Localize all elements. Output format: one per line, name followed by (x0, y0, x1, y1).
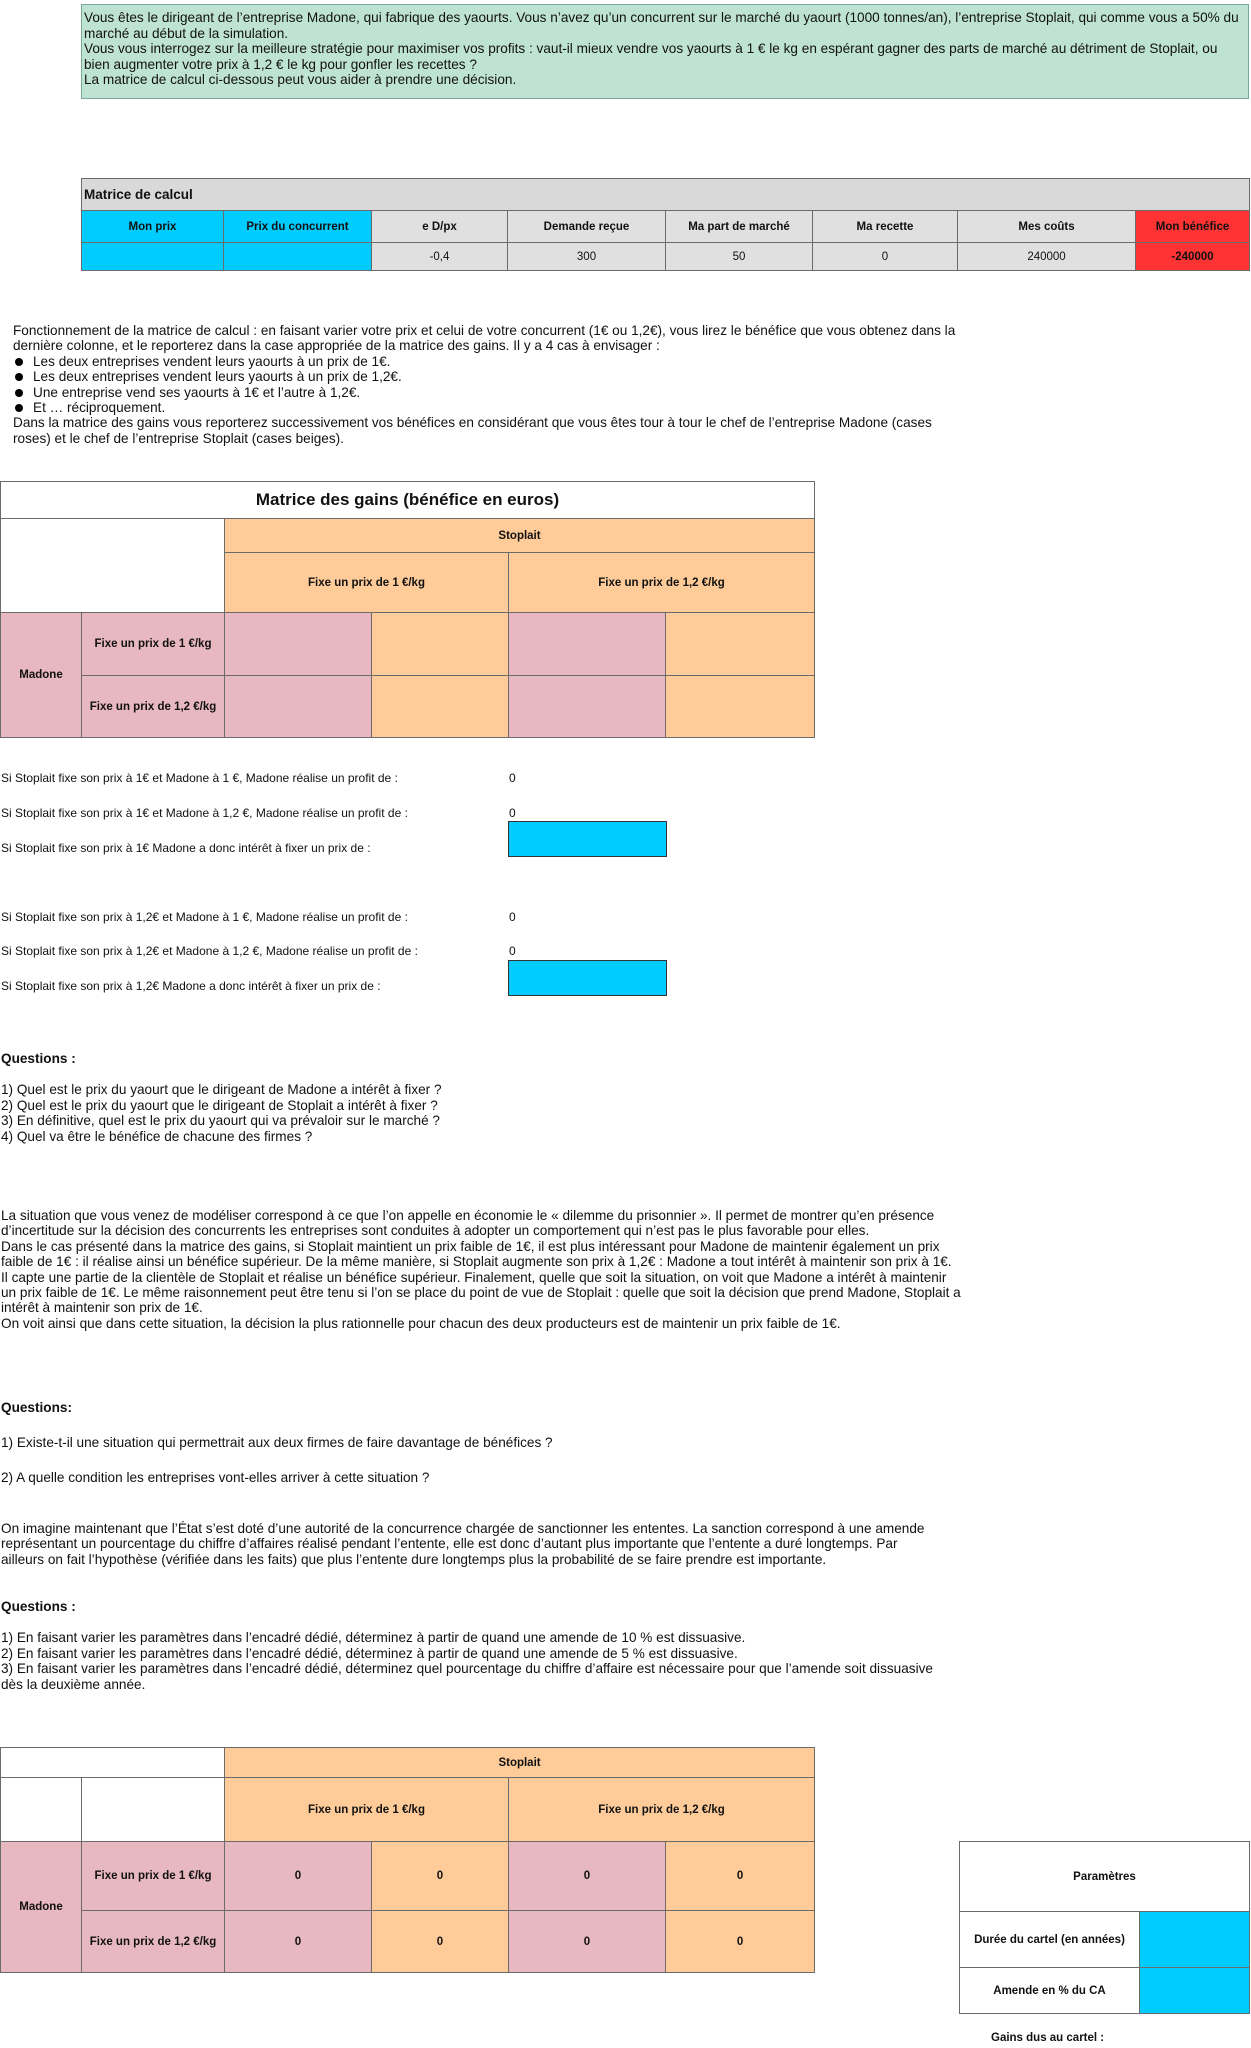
prix-concurrent-input[interactable] (224, 243, 372, 271)
dilemma-paragraph: Dans le cas présenté dans la matrice des gains, si Stoplait maintient un prix faible de 1€, il est plus intéressant pour Madone de maintenir également un prix faible de 1€ : il réalise ainsi un bénéfice supérieur. De la même manière, si Stoplait augmente son prix à 1,2€ : Madone a tout intérêt à maintenir son prix à 1€. Il capte une partie de la clientèle de Stoplait et réalise un bénéfice supérieur. Finalement, quelle que soit la situation, on voit que Madone a intérêt à maintenir un prix faible de 1€. Le même raisonnement peut être tenu si l’on se place du point de vue de Stoplait : quelle que soit la décision que prend Madone, Stoplait a intérêt à maintenir son prix de 1€. (1, 1238, 961, 1316)
explain-bullet: Et … réciproquement. (13, 400, 963, 415)
gains-madone-label: Madone (1, 613, 82, 738)
questions-3-block (1, 1599, 941, 1692)
scenario-6-answer-input[interactable] (508, 960, 667, 996)
question-item: 3) En faisant varier les paramètres dans l’encadré dédié, déterminez quel pourcentage du chiffre d’affaire est nécessaire pour que l’amende soit dissuasive dès la deuxième année. (1, 1661, 933, 1692)
gains2-cell: 0 (666, 1842, 815, 1911)
explain-bullet: Les deux entreprises vendent leurs yaourts à un prix de 1,2€. (13, 369, 963, 384)
scenario-1-value: 0 (509, 771, 516, 785)
dilemma-paragraph: On voit ainsi que dans cette situation, la décision la plus rationnelle pour chacun des deux producteurs est de maintenir un prix faible de 1€. (1, 1315, 841, 1331)
gains2-row-1: Fixe un prix de 1 €/kg (82, 1842, 225, 1911)
calc-value-part-marche: 50 (666, 243, 813, 271)
scenario-4-value: 0 (509, 910, 516, 924)
gains-cell-stoplait[interactable] (666, 676, 815, 738)
scenario-3-answer-input[interactable] (508, 821, 667, 857)
intro-line: Vous êtes le dirigeant de l’entreprise Madone, qui fabrique des yaourts. Vous n’avez qu’un concurrent sur le marché du yaourt (1000 tonnes/an), l’entreprise Stoplait, qui comme vous a 50% du marché au début de la simulation. (84, 10, 1239, 41)
dilemma-paragraph: La situation que vous venez de modéliser correspond à ce que l’on appelle en économie le « dilemme du prisonnier ». Il permet de montrer qu’en présence d’incertitude sur la décision des concurrents les entreprises sont conduites à adopter un comportement qui n’est pas le plus favorable pour elles. (1, 1208, 935, 1239)
calc-value-demande: 300 (508, 243, 666, 271)
question-item: 1) En faisant varier les paramètres dans l’encadré dédié, déterminez à partir de quand une amende de 10 % est dissuasive. (1, 1630, 746, 1646)
questions-1-title: Questions : (1, 1051, 76, 1066)
gains-row-1: Fixe un prix de 1 €/kg (82, 613, 225, 676)
scenario-4-text: Si Stoplait fixe son prix à 1,2€ et Madone à 1 €, Madone réalise un profit de : (1, 910, 408, 924)
question-item: 1) Existe-t-il une situation qui permettrait aux deux firmes de faire davantage de bénéfices ? (1, 1435, 553, 1450)
params-box (959, 1841, 1250, 2014)
question-item: 2) En faisant varier les paramètres dans l’encadré dédié, déterminez à partir de quand une amende de 5 % est dissuasive. (1, 1645, 738, 1661)
calc-title: Matrice de calcul (82, 179, 1250, 211)
intro-line: Vous vous interrogez sur la meilleure stratégie pour maximiser vos profits : vaut-il mieux vendre vos yaourts à 1 € le kg en espérant gagner des parts de marché au détriment de Stoplait, ou bien augmenter votre prix à 1,2 € le kg pour gonfler les recettes ? (84, 41, 1218, 72)
gains2-corner-right (82, 1778, 225, 1842)
gains2-cell: 0 (372, 1911, 509, 1973)
authority-paragraph: On imagine maintenant que l’État s’est doté d’une autorité de la concurrence chargée de sanctionner les ententes. La sanction correspond à une amende représentant un pourcentage du chiffre d’affaires réalisé pendant l’entente, elle est donc d’autant plus importante que l’entente a duré longtemps. Par ailleurs on fait l’hypothèse (vérifiée dans les faits) que plus l’entente dure longtemps plus la probabilité de se faire prendre est importante. (1, 1521, 925, 1567)
mon-prix-input[interactable] (82, 243, 224, 271)
calc-value-recette: 0 (813, 243, 958, 271)
question-item: 2) A quelle condition les entreprises vont-elles arriver à cette situation ? (1, 1470, 430, 1485)
question-item: 2) Quel est le prix du yaourt que le dirigeant de Stoplait a intérêt à fixer ? (1, 1097, 438, 1113)
calc-header-demande: Demande reçue (508, 211, 666, 243)
gains-cell-madone[interactable] (509, 676, 666, 738)
explain-bullet: Les deux entreprises vendent leurs yaourts à un prix de 1€. (13, 354, 963, 369)
gains-row-2: Fixe un prix de 1,2 €/kg (82, 676, 225, 738)
intro-box (81, 4, 1249, 99)
gains-matrix (0, 481, 815, 738)
params-fine-label: Amende en % du CA (960, 1968, 1140, 2014)
gains2-madone-label: Madone (1, 1842, 82, 1973)
gains-cell-madone[interactable] (509, 613, 666, 676)
calc-header-prix-concurrent: Prix du concurrent (224, 211, 372, 243)
calc-header-mon-prix: Mon prix (82, 211, 224, 243)
gains-cell-stoplait[interactable] (372, 676, 509, 738)
calc-header-couts: Mes coûts (958, 211, 1136, 243)
params-gains-label: Gains dus au cartel : (991, 2032, 1105, 2044)
gains2-cell: 0 (225, 1911, 372, 1973)
explain-conclusion: Dans la matrice des gains vous reporterez successivement vos bénéfices en considérant que vous êtes tour à tour le chef de l’entreprise Madone (cases roses) et le chef de l’entreprise Stoplait (cases beiges). (13, 415, 932, 446)
bullet-icon (15, 404, 23, 412)
scenario-5-value: 0 (509, 944, 516, 958)
fine-percent-input[interactable] (1140, 1968, 1250, 2014)
bullet-icon (15, 358, 23, 366)
questions-3-title: Questions : (1, 1599, 76, 1614)
scenario-3-text: Si Stoplait fixe son prix à 1€ Madone a donc intérêt à fixer un prix de : (1, 841, 371, 855)
gains-col-1: Fixe un prix de 1 €/kg (225, 553, 509, 613)
bullet-icon (15, 389, 23, 397)
questions-1-block (1, 1051, 701, 1144)
gains-cell-madone[interactable] (225, 613, 372, 676)
gains2-cell: 0 (666, 1911, 815, 1973)
scenario-2-value: 0 (509, 806, 516, 820)
gains-matrix-2 (0, 1747, 815, 1973)
intro-line: La matrice de calcul ci-dessous peut vous aider à prendre une décision. (84, 72, 517, 88)
duration-input[interactable] (1140, 1912, 1250, 1968)
gains2-cell: 0 (509, 1842, 666, 1911)
gains2-cell: 0 (225, 1842, 372, 1911)
calc-value-benefice: -240000 (1136, 243, 1250, 271)
gains-title: Matrice des gains (bénéfice en euros) (1, 482, 815, 519)
params-duration-label: Durée du cartel (en années) (960, 1912, 1140, 1968)
gains2-col-1: Fixe un prix de 1 €/kg (225, 1778, 509, 1842)
scenario-2-text: Si Stoplait fixe son prix à 1€ et Madone à 1,2 €, Madone réalise un profit de : (1, 806, 408, 820)
calc-header-benefice: Mon bénéfice (1136, 211, 1250, 243)
question-item: 4) Quel va être le bénéfice de chacune des firmes ? (1, 1128, 313, 1144)
explain-block (13, 323, 963, 446)
calc-header-recette: Ma recette (813, 211, 958, 243)
gains2-cell: 0 (509, 1911, 666, 1973)
explain-bullet: Une entreprise vend ses yaourts à 1€ et l’autre à 1,2€. (13, 385, 963, 400)
gains-stoplait-label: Stoplait (225, 519, 815, 553)
gains-cell-stoplait[interactable] (372, 613, 509, 676)
gains2-stoplait-label: Stoplait (225, 1748, 815, 1778)
question-item: 1) Quel est le prix du yaourt que le dirigeant de Madone a intérêt à fixer ? (1, 1082, 442, 1098)
explain-intro: Fonctionnement de la matrice de calcul : en faisant varier votre prix et celui de votre concurrent (1€ ou 1,2€), vous lirez le bénéfice que vous obtenez dans la dernière colonne, et le reporterez dans la case appropriée de la matrice des gains. Il y a 4 cas à envisager : (13, 323, 956, 354)
questions-2-title: Questions: (1, 1400, 72, 1415)
calc-header-elasticite: e D/px (372, 211, 508, 243)
calc-value-couts: 240000 (958, 243, 1136, 271)
scenario-5-text: Si Stoplait fixe son prix à 1,2€ et Madone à 1,2 €, Madone réalise un profit de : (1, 944, 418, 958)
gains-corner (1, 519, 225, 613)
gains-cell-madone[interactable] (225, 676, 372, 738)
gains2-row-2: Fixe un prix de 1,2 €/kg (82, 1911, 225, 1973)
gains2-col-2: Fixe un prix de 1,2 €/kg (509, 1778, 815, 1842)
calc-value-elasticite: -0,4 (372, 243, 508, 271)
gains-col-2: Fixe un prix de 1,2 €/kg (509, 553, 815, 613)
gains2-cell: 0 (372, 1842, 509, 1911)
scenario-6-text: Si Stoplait fixe son prix à 1,2€ Madone a donc intérêt à fixer un prix de : (1, 979, 381, 993)
dilemma-block (1, 1208, 961, 1331)
question-item: 3) En définitive, quel est le prix du yaourt qui va prévaloir sur le marché ? (1, 1113, 440, 1129)
gains-cell-stoplait[interactable] (666, 613, 815, 676)
bullet-icon (15, 373, 23, 381)
gains2-corner-left (1, 1778, 82, 1842)
params-title: Paramètres (960, 1842, 1250, 1912)
gains2-corner-top (1, 1748, 225, 1778)
calc-matrix (81, 178, 1250, 271)
calc-header-part-marche: Ma part de marché (666, 211, 813, 243)
scenario-1-text: Si Stoplait fixe son prix à 1€ et Madone à 1 €, Madone réalise un profit de : (1, 771, 398, 785)
